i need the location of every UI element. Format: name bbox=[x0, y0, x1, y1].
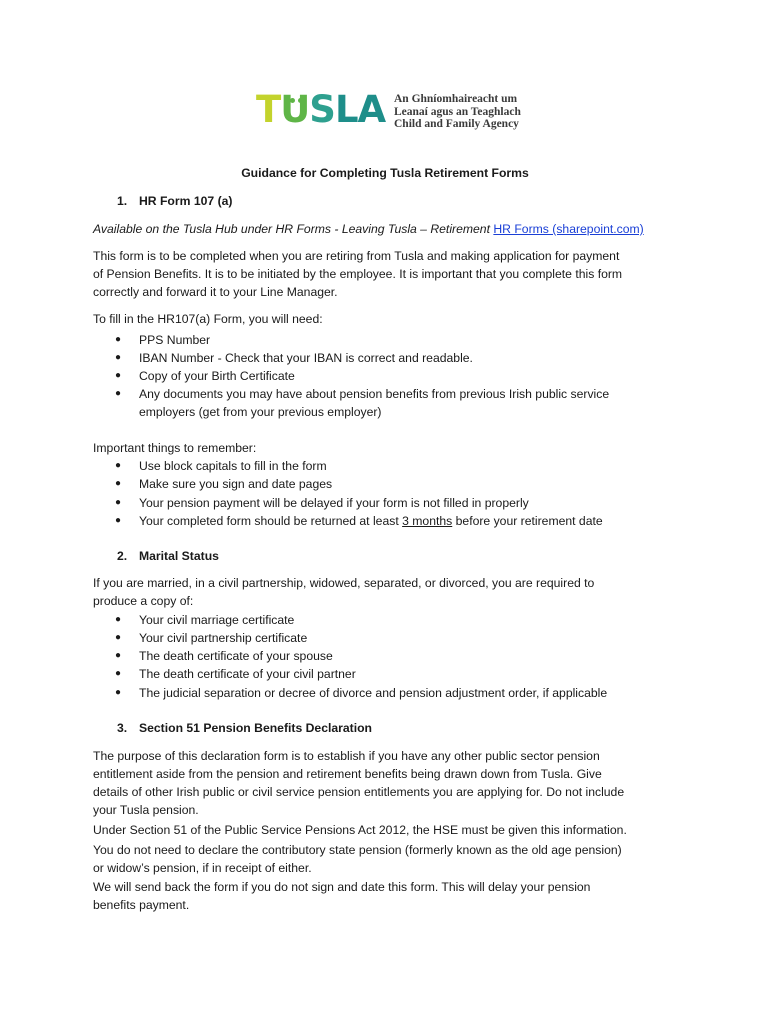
list-item-continuation: employers (get from your previous employer) bbox=[139, 405, 382, 419]
list-item: Your pension payment will be delayed if your form is not filled in properly bbox=[139, 496, 529, 510]
need-label: To fill in the HR107(a) Form, you will need: bbox=[93, 312, 323, 326]
list-item: Any documents you may have about pension benefits from previous Irish public service bbox=[139, 387, 610, 401]
section3-number: 3. bbox=[117, 721, 128, 735]
section3-line: You do not need to declare the contributory state pension (formerly known as the old age pension) bbox=[93, 843, 622, 857]
bullet-icon: ● bbox=[115, 460, 122, 471]
section2-heading: Marital Status bbox=[139, 549, 219, 563]
section3-line: We will send back the form if you do not sign and date this form. This will delay your pension bbox=[93, 880, 591, 894]
section3-line: details of other Irish public or civil service pension entitlements you are applying for. Do not include bbox=[93, 785, 625, 799]
logo-wordmark: TUSLA bbox=[256, 88, 386, 131]
bullet-icon: ● bbox=[115, 687, 122, 698]
bullet-icon: ● bbox=[115, 497, 122, 508]
section3-line: Under Section 51 of the Public Service Pensions Act 2012, the HSE must be given this information. bbox=[93, 823, 627, 837]
hr-forms-link[interactable]: HR Forms (sharepoint.com) bbox=[493, 222, 644, 236]
bullet-icon: ● bbox=[115, 370, 122, 381]
section3-line: or widow’s pension, if in receipt of either. bbox=[93, 861, 312, 875]
bullet-icon: ● bbox=[115, 668, 122, 679]
bullet-icon: ● bbox=[115, 388, 122, 399]
section3-line: benefits payment. bbox=[93, 898, 190, 912]
section2-intro-line: If you are married, in a civil partnership, widowed, separated, or divorced, you are required to bbox=[93, 576, 595, 590]
list-item: IBAN Number - Check that your IBAN is correct and readable. bbox=[139, 351, 473, 365]
remember-label: Important things to remember: bbox=[93, 441, 257, 455]
section3-line: The purpose of this declaration form is to establish if you have any other public sector pension bbox=[93, 749, 600, 763]
section1-intro-line: This form is to be completed when you are retiring from Tusla and making application for payment bbox=[93, 249, 620, 263]
list-item: The death certificate of your spouse bbox=[139, 649, 333, 663]
list-item: Your civil partnership certificate bbox=[139, 631, 308, 645]
list-item: Your completed form should be returned at least 3 months before your retirement date bbox=[139, 514, 603, 528]
logo-subtitle: An Ghníomhaireacht um Leanaí agus an Teaghlach Child and Family Agency bbox=[394, 93, 521, 130]
bullet-icon: ● bbox=[115, 650, 122, 661]
bullet-icon: ● bbox=[115, 614, 122, 625]
list-item: Use block capitals to fill in the form bbox=[139, 459, 327, 473]
section2-number: 2. bbox=[117, 549, 128, 563]
bullet-icon: ● bbox=[115, 515, 122, 526]
bullet-icon: ● bbox=[115, 352, 122, 363]
page-title: Guidance for Completing Tusla Retirement Forms bbox=[241, 166, 529, 180]
section1-availability: Available on the Tusla Hub under HR Forms - Leaving Tusla – Retirement HR Forms (sharepoint.com) bbox=[93, 222, 644, 236]
section3-line: your Tusla pension. bbox=[93, 803, 199, 817]
section1-intro-line: correctly and forward it to your Line Manager. bbox=[93, 285, 338, 299]
tusla-logo bbox=[256, 88, 526, 132]
section1-heading: HR Form 107 (a) bbox=[139, 194, 233, 208]
list-item: Make sure you sign and date pages bbox=[139, 477, 333, 491]
bullet-icon: ● bbox=[115, 478, 122, 489]
section3-line: entitlement aside from the pension and retirement benefits being drawn down from Tusla. Give bbox=[93, 767, 602, 781]
section1-intro-line: of Pension Benefits. It is to be initiated by the employee. It is important that you complete this form bbox=[93, 267, 623, 281]
section1-number: 1. bbox=[117, 194, 128, 208]
list-item: The death certificate of your civil partner bbox=[139, 667, 356, 681]
list-item: Your civil marriage certificate bbox=[139, 613, 295, 627]
list-item: The judicial separation or decree of divorce and pension adjustment order, if applicable bbox=[139, 686, 608, 700]
bullet-icon: ● bbox=[115, 334, 122, 345]
bullet-icon: ● bbox=[115, 632, 122, 643]
section2-intro-line: produce a copy of: bbox=[93, 594, 194, 608]
list-item: Copy of your Birth Certificate bbox=[139, 369, 295, 383]
list-item: PPS Number bbox=[139, 333, 211, 347]
section3-heading: Section 51 Pension Benefits Declaration bbox=[139, 721, 372, 735]
